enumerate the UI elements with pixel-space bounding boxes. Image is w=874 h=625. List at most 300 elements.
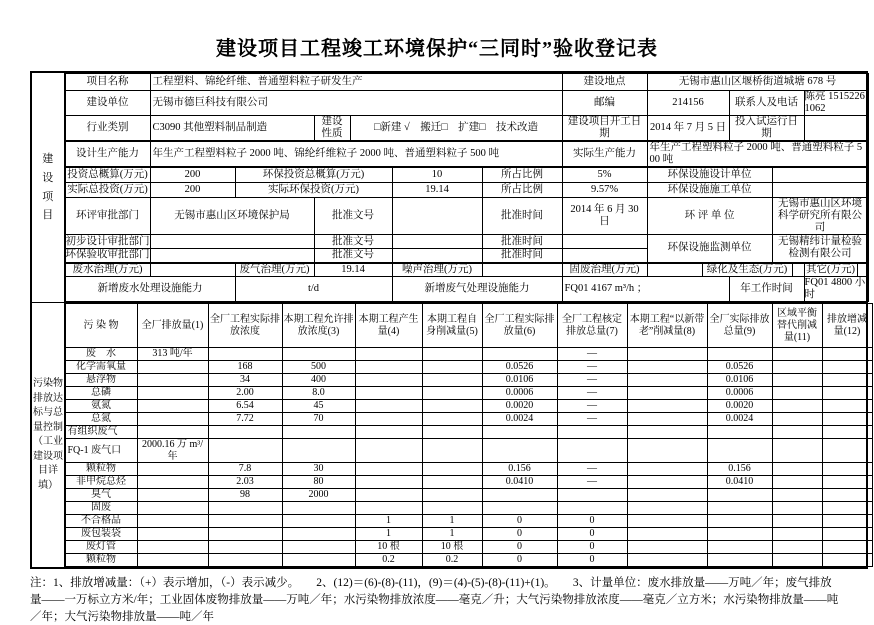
field-label: 新增废气处理设施能力	[392, 277, 562, 302]
table-cell	[772, 413, 822, 426]
table-cell	[208, 426, 282, 439]
pollutant-name: 颗粒物	[65, 463, 137, 476]
table-cell: 0.0410	[482, 476, 557, 489]
table-cell	[772, 361, 822, 374]
table-cell: 8.0	[282, 387, 355, 400]
table-cell	[355, 489, 422, 502]
table-cell	[282, 426, 355, 439]
table-cell	[557, 489, 627, 502]
table-cell	[355, 400, 422, 413]
table-cell	[772, 400, 822, 413]
field-label: 建设项目开工日期	[562, 116, 647, 142]
project-info-table	[65, 73, 869, 302]
table-cell	[822, 489, 872, 502]
table-cell	[208, 515, 282, 528]
pollutant-header-cell: 本期工程允许排放浓度(3)	[282, 304, 355, 348]
table-cell	[355, 361, 422, 374]
field-label: 噪声治理(万元)	[392, 263, 482, 277]
table-cell	[557, 502, 627, 515]
table-cell	[772, 515, 822, 528]
table-cell	[208, 348, 282, 361]
table-cell	[137, 387, 208, 400]
table-cell: —	[557, 463, 627, 476]
field-label: 实际生产能力	[562, 141, 647, 167]
field-value	[804, 116, 868, 142]
table-cell	[822, 387, 872, 400]
table-cell: 0	[557, 554, 627, 567]
table-cell: 10 根	[422, 541, 482, 554]
table-cell	[627, 489, 707, 502]
table-cell	[772, 476, 822, 489]
table-cell	[137, 541, 208, 554]
table-cell	[707, 502, 772, 515]
table-cell	[422, 413, 482, 426]
pollutant-tbody	[65, 348, 872, 567]
table-cell	[822, 463, 872, 476]
table-cell: 0	[482, 515, 557, 528]
pollutant-name: 氨氮	[65, 400, 137, 413]
table-cell: 0.2	[355, 554, 422, 567]
table-cell: 80	[282, 476, 355, 489]
table-cell	[822, 361, 872, 374]
table-row	[65, 74, 868, 91]
field-value: 无锡市德巨科技有限公司	[150, 91, 562, 116]
table-cell: 0.0024	[482, 413, 557, 426]
table-cell	[772, 426, 822, 439]
table-cell	[557, 426, 627, 439]
field-value: 无锡市惠山区环境科学研究所有限公司	[772, 197, 868, 234]
field-label: 批准时间	[482, 197, 562, 234]
table-cell	[627, 554, 707, 567]
table-cell	[772, 387, 822, 400]
table-cell: 2000.16 万 m³/年	[137, 439, 208, 463]
table-cell	[137, 528, 208, 541]
table-cell	[282, 554, 355, 567]
field-value	[392, 197, 482, 234]
table-cell	[422, 348, 482, 361]
construction-nature-checkboxes: □新建 √ 搬迁□ 扩建□ 技术改造	[350, 116, 562, 142]
field-value	[772, 167, 868, 182]
table-cell	[422, 439, 482, 463]
table-cell	[772, 489, 822, 502]
table-cell	[355, 348, 422, 361]
table-row	[65, 167, 868, 182]
field-label: 邮编	[562, 91, 647, 116]
table-cell: 0.0106	[482, 374, 557, 387]
field-value: 工程塑料、锦纶纤维、普通塑料粒子研发生产	[150, 74, 562, 91]
table-cell: 0	[557, 515, 627, 528]
field-label: 批准文号	[314, 197, 392, 234]
table-cell	[627, 387, 707, 400]
table-cell: 0.0006	[482, 387, 557, 400]
table-cell: 10 根	[355, 541, 422, 554]
field-label: 批准文号	[314, 249, 392, 263]
table-cell: —	[557, 387, 627, 400]
field-label: 投入试运行日期	[729, 116, 804, 142]
pollutant-header-cell: 本期工程自身削减量(5)	[422, 304, 482, 348]
table-row	[65, 197, 868, 234]
table-cell	[707, 489, 772, 502]
field-value	[150, 263, 235, 277]
field-label: 环保设施监测单位	[647, 235, 772, 263]
table-cell	[707, 515, 772, 528]
pollutant-header-cell: 本期工程产生量(4)	[355, 304, 422, 348]
table-cell: 2.03	[208, 476, 282, 489]
table-cell	[137, 515, 208, 528]
table-cell	[355, 387, 422, 400]
table-cell: 0	[482, 554, 557, 567]
table-cell	[627, 502, 707, 515]
table-cell: 0.0410	[707, 476, 772, 489]
table-cell	[822, 554, 872, 567]
field-label: 绿化及生态(万元)	[702, 263, 792, 277]
pollutant-name: 总氮	[65, 413, 137, 426]
table-cell	[822, 413, 872, 426]
table-cell	[772, 554, 822, 567]
field-label: 联系人及电话	[729, 91, 804, 116]
table-cell	[422, 387, 482, 400]
field-label: 批准时间	[482, 235, 562, 249]
table-cell	[137, 463, 208, 476]
table-cell	[627, 515, 707, 528]
table-cell	[355, 374, 422, 387]
table-cell	[422, 400, 482, 413]
table-row	[65, 463, 872, 476]
field-value	[647, 263, 702, 277]
table-cell	[627, 541, 707, 554]
table-cell: —	[557, 476, 627, 489]
table-cell: —	[557, 413, 627, 426]
field-value	[482, 263, 562, 277]
pollutant-name: 固废	[65, 502, 137, 515]
table-cell	[482, 348, 557, 361]
pollutant-table	[65, 303, 873, 567]
section-label-construction-project: 建设项目	[31, 72, 64, 303]
table-cell: 0.156	[707, 463, 772, 476]
table-row	[65, 235, 868, 249]
table-cell	[707, 348, 772, 361]
table-cell	[772, 439, 822, 463]
field-label: 所占比例	[482, 167, 562, 182]
table-row	[65, 374, 872, 387]
table-cell	[482, 426, 557, 439]
table-cell	[208, 554, 282, 567]
field-label: 批准文号	[314, 235, 392, 249]
table-cell: 0.0106	[707, 374, 772, 387]
table-cell	[137, 361, 208, 374]
table-cell	[707, 439, 772, 463]
table-cell: 168	[208, 361, 282, 374]
table-cell	[422, 426, 482, 439]
table-cell: 1	[422, 515, 482, 528]
table-row	[65, 439, 872, 463]
table-cell: 0.2	[422, 554, 482, 567]
table-cell: —	[557, 361, 627, 374]
pollutant-header-cell: 全厂工程实际排放量(6)	[482, 304, 557, 348]
table-cell	[422, 361, 482, 374]
table-cell	[422, 374, 482, 387]
table-cell	[707, 426, 772, 439]
table-cell: 0.0526	[482, 361, 557, 374]
pollutant-header-cell: 污 染 物	[65, 304, 137, 348]
field-value: 年生产工程塑料粒子 2000 吨、锦纶纤维粒子 2000 吨、普通塑料粒子 500 吨	[150, 141, 562, 167]
pollutant-header-cell: 全厂工程核定排放总量(7)	[557, 304, 627, 348]
field-label: 年工作时间	[729, 277, 804, 302]
pollutant-name: 总磷	[65, 387, 137, 400]
table-row	[65, 348, 872, 361]
field-label: 初步设计审批部门	[65, 235, 150, 249]
table-cell: 45	[282, 400, 355, 413]
table-cell	[822, 541, 872, 554]
table-row	[65, 91, 868, 116]
field-value	[392, 249, 482, 263]
table-cell	[822, 374, 872, 387]
table-cell: 2.00	[208, 387, 282, 400]
field-value: C3090 其他塑料制品制造	[150, 116, 314, 142]
table-cell	[355, 439, 422, 463]
table-row	[65, 554, 872, 567]
table-cell	[707, 541, 772, 554]
field-label: 建设地点	[562, 74, 647, 91]
field-value	[392, 235, 482, 249]
table-cell	[772, 528, 822, 541]
field-label: 投资总概算(万元)	[65, 167, 150, 182]
table-cell: 6.54	[208, 400, 282, 413]
table-cell	[355, 413, 422, 426]
table-row	[65, 361, 872, 374]
table-cell	[772, 374, 822, 387]
table-cell	[482, 489, 557, 502]
field-value: 19.14	[392, 182, 482, 197]
table-cell	[627, 361, 707, 374]
table-cell	[282, 439, 355, 463]
table-cell	[822, 348, 872, 361]
table-row	[65, 541, 872, 554]
table-cell	[627, 400, 707, 413]
table-cell	[137, 400, 208, 413]
table-cell	[282, 502, 355, 515]
table-cell	[822, 400, 872, 413]
table-cell	[482, 439, 557, 463]
field-label: 环保设施设计单位	[647, 167, 772, 182]
table-cell	[137, 374, 208, 387]
table-cell	[282, 348, 355, 361]
pollutant-name: 化学需氧量	[65, 361, 137, 374]
table-cell: 0.0006	[707, 387, 772, 400]
field-value: t/d	[235, 277, 392, 302]
field-label: 其它(万元)	[806, 263, 856, 275]
field-value: 年生产工程塑料粒子 2000 吨、普通塑料粒子 500 吨	[647, 141, 868, 167]
field-value: 9.57%	[562, 182, 647, 197]
table-cell	[822, 528, 872, 541]
table-cell	[137, 476, 208, 489]
table-cell: 98	[208, 489, 282, 502]
table-row	[65, 528, 872, 541]
pollutant-header-cell: 本期工程“以新带老”削减量(8)	[627, 304, 707, 348]
field-label: 环 评 单 位	[647, 197, 772, 234]
table-cell	[282, 541, 355, 554]
table-cell: —	[557, 348, 627, 361]
table-cell: 0	[482, 541, 557, 554]
table-cell: 400	[282, 374, 355, 387]
table-cell	[822, 439, 872, 463]
pollutant-header-cell: 排放增减量(12)	[822, 304, 872, 348]
table-row	[65, 116, 868, 142]
table-cell: 7.72	[208, 413, 282, 426]
pollutant-name: 不合格品	[65, 515, 137, 528]
table-cell	[772, 541, 822, 554]
field-value: 无锡市惠山区环境保护局	[150, 197, 314, 234]
field-label: 批准时间	[482, 249, 562, 263]
table-cell	[282, 528, 355, 541]
footnote: 注：1、排放增减量：（+）表示增加，（-）表示减少。 2、(12)＝(6)-(8)-(11)，(9)＝(4)-(5)-(8)-(11)+(1)。 3、计量单位：废水排放量——万吨／年；废气排放量——一万标立方米/年；工业固体废物排放量——万吨／年；水污染物排放浓度——毫克／升；大气污染物排放浓度——毫克／立方米；水污染物排放量——吨／年；大气污染物排放量——吨／年	[30, 577, 839, 623]
field-label: 固废治理(万元)	[562, 263, 647, 277]
table-cell	[355, 476, 422, 489]
field-value: FQ01 4800 小时	[804, 277, 868, 302]
table-cell	[208, 541, 282, 554]
table-cell	[355, 463, 422, 476]
field-label: 建设性质	[314, 116, 350, 142]
pollutant-name: 废包装袋	[65, 528, 137, 541]
table-cell: 34	[208, 374, 282, 387]
field-label: 废气治理(万元)	[235, 263, 314, 277]
table-cell: 70	[282, 413, 355, 426]
field-value: 10	[392, 167, 482, 182]
table-cell: 0	[482, 528, 557, 541]
table-cell	[208, 528, 282, 541]
table-cell	[422, 463, 482, 476]
table-cell	[707, 554, 772, 567]
field-label: 环保验收审批部门	[65, 249, 150, 263]
table-cell: 1	[355, 515, 422, 528]
pollutant-name: 废灯管	[65, 541, 137, 554]
field-label: 新增废水处理设施能力	[65, 277, 235, 302]
field-label: 建设单位	[65, 91, 150, 116]
field-label: 所占比例	[482, 182, 562, 197]
table-cell: —	[557, 400, 627, 413]
table-cell	[482, 502, 557, 515]
table-cell	[822, 515, 872, 528]
table-cell	[422, 489, 482, 502]
field-value: 无锡精纬计量检验检测有限公司	[772, 235, 868, 263]
section-label-pollutant-control: 污染物排放达标与总量控制（工业建设项目详填）	[31, 303, 64, 569]
table-cell	[772, 463, 822, 476]
table-row	[65, 489, 872, 502]
table-cell	[422, 502, 482, 515]
table-cell: 0	[557, 541, 627, 554]
table-cell: 0.0020	[707, 400, 772, 413]
field-value: FQ01 4167 m³/h ；	[562, 277, 729, 302]
table-row	[65, 263, 868, 277]
field-value	[772, 182, 868, 197]
field-value: 无锡市惠山区堰桥街道城塘 678 号	[647, 74, 868, 91]
field-value	[562, 249, 647, 263]
field-label: 环保投资总概算(万元)	[235, 167, 392, 182]
table-cell: 0.156	[482, 463, 557, 476]
table-cell	[627, 348, 707, 361]
pollutant-name: 非甲烷总烃	[65, 476, 137, 489]
table-cell	[627, 413, 707, 426]
table-cell	[627, 426, 707, 439]
field-value: 214156	[647, 91, 729, 116]
field-value: 19.14	[314, 263, 392, 277]
field-label: 废水治理(万元)	[65, 263, 150, 277]
table-cell	[627, 463, 707, 476]
table-row	[65, 413, 872, 426]
table-row	[65, 502, 872, 515]
table-cell	[627, 374, 707, 387]
table-row	[65, 476, 872, 489]
table-row	[65, 182, 868, 197]
field-value	[857, 263, 868, 277]
field-label: 环评审批部门	[65, 197, 150, 234]
table-cell	[208, 439, 282, 463]
table-cell	[627, 439, 707, 463]
table-cell	[772, 348, 822, 361]
table-row	[65, 277, 868, 302]
table-cell	[772, 502, 822, 515]
table-cell: 1	[422, 528, 482, 541]
field-label: 设计生产能力	[65, 141, 150, 167]
table-cell	[422, 476, 482, 489]
table-cell	[208, 502, 282, 515]
table-cell: 0.0526	[707, 361, 772, 374]
table-cell: 500	[282, 361, 355, 374]
pollutant-header-cell: 全厂排放量(1)	[137, 304, 208, 348]
field-value: 200	[150, 182, 235, 197]
field-value: 5%	[562, 167, 647, 182]
pollutant-header-row	[65, 304, 872, 348]
table-row	[65, 426, 872, 439]
table-row	[65, 515, 872, 528]
table-cell	[822, 476, 872, 489]
table-row	[65, 400, 872, 413]
table-cell	[137, 554, 208, 567]
table-cell: 1	[355, 528, 422, 541]
field-label: 环保设施施工单位	[647, 182, 772, 197]
table-cell	[137, 489, 208, 502]
table-cell	[137, 502, 208, 515]
field-value: 2014 年 6 月 30 日	[562, 197, 647, 234]
table-cell: 2000	[282, 489, 355, 502]
field-label: 项目名称	[65, 74, 150, 91]
table-row	[65, 141, 868, 167]
pollutant-name: 臭气	[65, 489, 137, 502]
table-cell: 313 吨/年	[137, 348, 208, 361]
field-label: 实际总投资(万元)	[65, 182, 150, 197]
pollutant-name: 有组织废气	[65, 426, 137, 439]
table-cell	[627, 528, 707, 541]
page-title: 建设项目工程竣工环境保护“三同时”验收登记表	[216, 38, 658, 60]
field-value	[792, 263, 804, 277]
field-value	[150, 235, 314, 249]
registration-form-table	[30, 71, 868, 569]
table-cell: 0	[557, 528, 627, 541]
table-cell	[707, 528, 772, 541]
table-cell: 7.8	[208, 463, 282, 476]
pollutant-name: 废 水	[65, 348, 137, 361]
table-cell: 0.0020	[482, 400, 557, 413]
table-cell: —	[557, 374, 627, 387]
field-label: 行业类别	[65, 116, 150, 142]
table-cell	[822, 502, 872, 515]
table-cell	[137, 426, 208, 439]
field-label: 实际环保投资(万元)	[235, 182, 392, 197]
table-cell	[557, 439, 627, 463]
table-cell	[282, 515, 355, 528]
field-value: 2014 年 7 月 5 日	[647, 116, 729, 142]
field-value: 200	[150, 167, 235, 182]
